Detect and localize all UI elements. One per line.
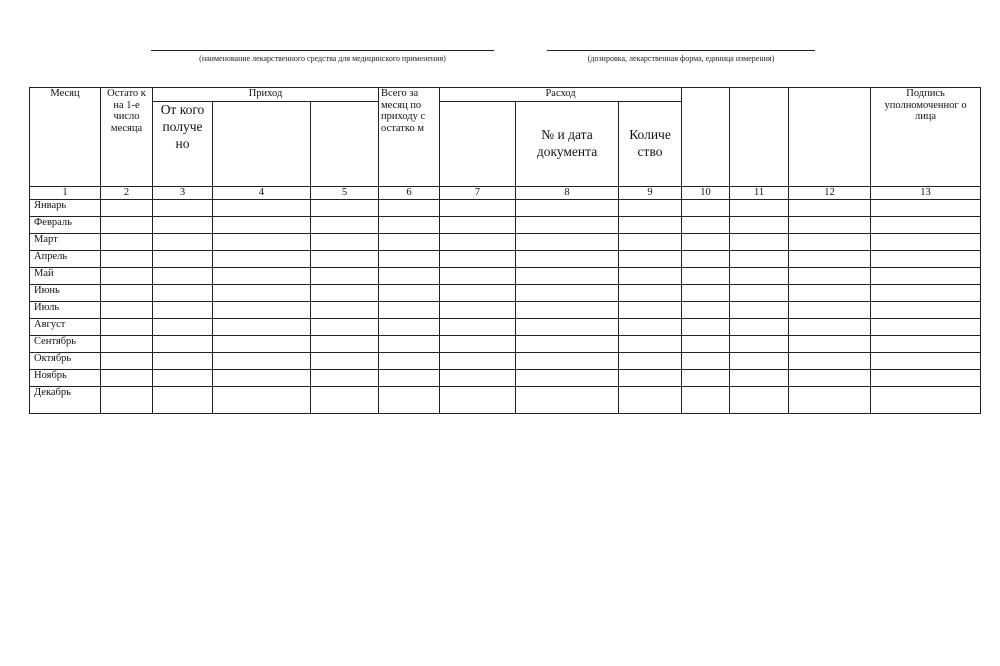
header-col-5 [311,102,379,187]
entry-cell[interactable] [516,352,619,369]
entry-cell[interactable] [311,199,379,216]
entry-cell[interactable] [379,369,440,386]
entry-cell[interactable] [440,216,516,233]
header-col-7 [440,102,516,187]
entry-cell[interactable] [682,318,730,335]
month-label: Май [30,267,101,284]
entry-cell[interactable] [730,284,789,301]
entry-cell[interactable] [379,216,440,233]
entry-cell[interactable] [730,386,789,413]
entry-cell[interactable] [153,233,213,250]
header-balance: Остато к на 1-е число месяца [101,88,153,187]
entry-cell[interactable] [789,233,871,250]
entry-cell[interactable] [619,352,682,369]
entry-cell[interactable] [789,267,871,284]
entry-cell[interactable] [682,386,730,413]
column-number: 11 [730,187,789,200]
entry-cell[interactable] [153,267,213,284]
entry-cell[interactable] [440,301,516,318]
entry-cell[interactable] [213,301,311,318]
entry-cell[interactable] [213,250,311,267]
entry-cell[interactable] [516,199,619,216]
entry-cell[interactable] [153,369,213,386]
entry-cell[interactable] [730,318,789,335]
entry-cell[interactable] [311,369,379,386]
entry-cell[interactable] [871,318,981,335]
entry-cell[interactable] [213,369,311,386]
month-rows [30,199,981,413]
entry-cell[interactable] [789,284,871,301]
entry-cell[interactable] [682,301,730,318]
entry-cell[interactable] [619,301,682,318]
entry-cell[interactable] [311,284,379,301]
entry-cell[interactable] [379,386,440,413]
entry-cell[interactable] [311,233,379,250]
entry-cell[interactable] [440,250,516,267]
entry-cell[interactable] [101,250,153,267]
entry-cell[interactable] [213,233,311,250]
column-number: 9 [619,187,682,200]
month-row [30,233,981,250]
column-number: 5 [311,187,379,200]
entry-cell[interactable] [311,335,379,352]
month-row [30,284,981,301]
entry-cell[interactable] [730,216,789,233]
entry-cell[interactable] [682,335,730,352]
drug-name-line [151,50,494,51]
entry-cell[interactable] [789,352,871,369]
entry-cell[interactable] [730,352,789,369]
entry-cell[interactable] [516,284,619,301]
entry-cell[interactable] [871,386,981,413]
entry-cell[interactable] [730,250,789,267]
entry-cell[interactable] [440,199,516,216]
header-income: Приход [153,88,379,102]
header-col-10 [682,88,730,187]
entry-cell[interactable] [619,386,682,413]
month-row [30,199,981,216]
entry-cell[interactable] [213,335,311,352]
entry-cell[interactable] [871,335,981,352]
entry-cell[interactable] [516,301,619,318]
month-label: Январь [30,199,101,216]
month-label: Октябрь [30,352,101,369]
month-row [30,216,981,233]
month-label: Декабрь [30,386,101,413]
month-label: Февраль [30,216,101,233]
entry-cell[interactable] [871,199,981,216]
entry-cell[interactable] [213,284,311,301]
month-row [30,318,981,335]
entry-cell[interactable] [730,301,789,318]
entry-cell[interactable] [440,369,516,386]
entry-cell[interactable] [789,369,871,386]
entry-cell[interactable] [101,216,153,233]
entry-cell[interactable] [153,386,213,413]
entry-cell[interactable] [101,386,153,413]
entry-cell[interactable] [213,216,311,233]
entry-cell[interactable] [311,301,379,318]
column-number: 8 [516,187,619,200]
entry-cell[interactable] [730,199,789,216]
entry-cell[interactable] [871,250,981,267]
entry-cell[interactable] [213,267,311,284]
drug-name-caption: (наименование лекарственного средства для медицинского применения) [199,54,446,63]
entry-cell[interactable] [153,250,213,267]
entry-cell[interactable] [440,386,516,413]
entry-cell[interactable] [730,267,789,284]
entry-cell[interactable] [619,199,682,216]
entry-cell[interactable] [789,216,871,233]
entry-cell[interactable] [682,199,730,216]
header-month: Месяц [30,88,101,187]
entry-cell[interactable] [789,250,871,267]
header-total-income: Всего за месяц по приходу с остатко м [379,88,440,187]
header-expense: Расход [440,88,682,102]
header-row-1 [30,88,981,102]
entry-cell[interactable] [619,318,682,335]
dosage-line [547,50,815,51]
entry-cell[interactable] [101,335,153,352]
header-doc-number-date: № и дата документа [516,102,619,187]
entry-cell[interactable] [101,369,153,386]
month-label: Ноябрь [30,369,101,386]
entry-cell[interactable] [379,301,440,318]
entry-cell[interactable] [379,284,440,301]
entry-cell[interactable] [379,250,440,267]
entry-cell[interactable] [516,369,619,386]
entry-cell[interactable] [213,318,311,335]
entry-cell[interactable] [730,233,789,250]
month-label: Июнь [30,284,101,301]
entry-cell[interactable] [153,216,213,233]
header-quantity: Количе ство [619,102,682,187]
entry-cell[interactable] [440,352,516,369]
header-signature: Подпись уполномоченног о лица [871,88,981,187]
entry-cell[interactable] [730,369,789,386]
entry-cell[interactable] [789,335,871,352]
entry-cell[interactable] [101,199,153,216]
month-row [30,369,981,386]
entry-cell[interactable] [101,284,153,301]
entry-cell[interactable] [311,386,379,413]
month-row [30,352,981,369]
entry-cell[interactable] [789,199,871,216]
entry-cell[interactable] [213,352,311,369]
column-number: 2 [101,187,153,200]
column-number: 7 [440,187,516,200]
entry-cell[interactable] [516,267,619,284]
entry-cell[interactable] [682,233,730,250]
entry-cell[interactable] [440,284,516,301]
month-row [30,250,981,267]
month-label: Март [30,233,101,250]
header-col-4 [213,102,311,187]
month-label: Июль [30,301,101,318]
entry-cell[interactable] [153,318,213,335]
entry-cell[interactable] [440,233,516,250]
entry-cell[interactable] [440,335,516,352]
entry-cell[interactable] [379,199,440,216]
entry-cell[interactable] [871,216,981,233]
entry-cell[interactable] [619,267,682,284]
entry-cell[interactable] [213,386,311,413]
month-label: Август [30,318,101,335]
column-number: 1 [30,187,101,200]
entry-cell[interactable] [516,233,619,250]
column-number: 13 [871,187,981,200]
entry-cell[interactable] [619,335,682,352]
entry-cell[interactable] [153,301,213,318]
entry-cell[interactable] [440,318,516,335]
entry-cell[interactable] [516,386,619,413]
entry-cell[interactable] [516,318,619,335]
entry-cell[interactable] [619,233,682,250]
column-number: 3 [153,187,213,200]
entry-cell[interactable] [379,352,440,369]
column-number: 4 [213,187,311,200]
column-number: 10 [682,187,730,200]
entry-cell[interactable] [871,352,981,369]
header-from-whom: От кого получе но [153,102,213,187]
header-col-12 [789,88,871,187]
entry-cell[interactable] [619,369,682,386]
entry-cell[interactable] [153,335,213,352]
month-label: Сентябрь [30,335,101,352]
entry-cell[interactable] [101,352,153,369]
drug-accounting-table [29,87,981,414]
entry-cell[interactable] [619,284,682,301]
entry-cell[interactable] [682,267,730,284]
entry-cell[interactable] [682,250,730,267]
entry-cell[interactable] [311,267,379,284]
entry-cell[interactable] [682,284,730,301]
entry-cell[interactable] [789,386,871,413]
entry-cell[interactable] [871,284,981,301]
entry-cell[interactable] [516,335,619,352]
entry-cell[interactable] [871,301,981,318]
entry-cell[interactable] [311,352,379,369]
entry-cell[interactable] [153,352,213,369]
entry-cell[interactable] [101,267,153,284]
entry-cell[interactable] [730,335,789,352]
entry-cell[interactable] [871,233,981,250]
entry-cell[interactable] [619,216,682,233]
entry-cell[interactable] [516,250,619,267]
month-row [30,267,981,284]
entry-cell[interactable] [682,369,730,386]
entry-cell[interactable] [789,301,871,318]
month-row [30,335,981,352]
entry-cell[interactable] [619,250,682,267]
entry-cell[interactable] [101,318,153,335]
entry-cell[interactable] [440,267,516,284]
entry-cell[interactable] [311,318,379,335]
column-numbers-row [30,187,981,200]
column-number: 12 [789,187,871,200]
entry-cell[interactable] [871,267,981,284]
header-col-11 [730,88,789,187]
entry-cell[interactable] [379,233,440,250]
entry-cell[interactable] [682,352,730,369]
entry-cell[interactable] [789,318,871,335]
entry-cell[interactable] [379,267,440,284]
entry-cell[interactable] [101,301,153,318]
entry-cell[interactable] [311,250,379,267]
entry-cell[interactable] [871,369,981,386]
entry-cell[interactable] [516,216,619,233]
entry-cell[interactable] [379,335,440,352]
month-row [30,301,981,318]
month-row [30,386,981,413]
entry-cell[interactable] [379,318,440,335]
entry-cell[interactable] [153,284,213,301]
entry-cell[interactable] [213,199,311,216]
entry-cell[interactable] [101,233,153,250]
entry-cell[interactable] [682,216,730,233]
entry-cell[interactable] [153,199,213,216]
month-label: Апрель [30,250,101,267]
entry-cell[interactable] [311,216,379,233]
column-number: 6 [379,187,440,200]
dosage-caption: (дозировка, лекарственная форма, единица измерения) [587,54,775,63]
